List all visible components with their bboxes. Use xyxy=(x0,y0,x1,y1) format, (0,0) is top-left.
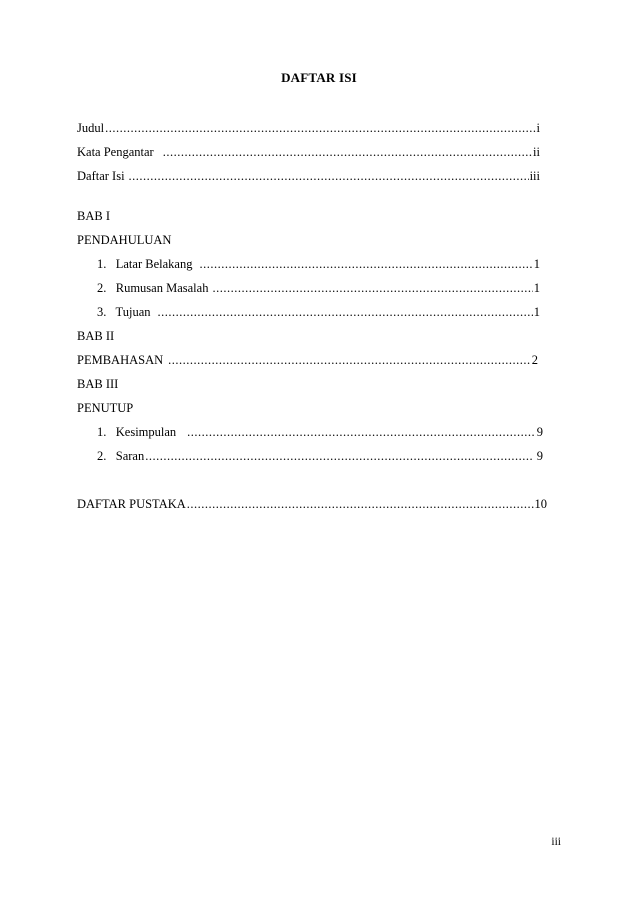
bab3-title: PENUTUP xyxy=(77,401,134,415)
toc-entry-tujuan xyxy=(97,304,540,320)
toc-entry-page: ii xyxy=(533,145,540,159)
toc-entry-label: 2. Saran xyxy=(97,449,145,463)
toc-entry-kesimpulan xyxy=(97,424,543,440)
page-number: iii xyxy=(551,836,561,848)
toc-entry-page: 9 xyxy=(536,425,543,439)
toc-leader-dots xyxy=(212,280,532,296)
toc-leader-dots xyxy=(168,352,531,368)
toc-entry-label: Kata Pengantar xyxy=(77,145,154,159)
bab1-title: PENDAHULUAN xyxy=(77,233,172,247)
toc-entry-daftar-isi xyxy=(77,168,540,184)
toc-leader-dots xyxy=(145,448,532,464)
toc-entry-page: 10 xyxy=(534,497,547,511)
toc-entry-page: 9 xyxy=(536,449,543,463)
toc-leader-dots xyxy=(163,144,532,160)
toc-entry-page: 1 xyxy=(533,281,540,295)
toc-entry-daftar-pustaka xyxy=(77,496,547,512)
toc-entry-kata-pengantar xyxy=(77,144,540,160)
toc-entry-label: 1. Kesimpulan xyxy=(97,425,177,439)
toc-entry-pembahasan xyxy=(77,352,538,368)
toc-entry-label: 1. Latar Belakang xyxy=(97,257,193,271)
toc-leader-dots xyxy=(129,168,529,184)
toc-leader-dots xyxy=(187,496,534,512)
toc-entry-label: DAFTAR PUSTAKA xyxy=(77,497,186,511)
toc-entry-latar-belakang xyxy=(97,256,540,272)
toc-leader-dots xyxy=(199,256,532,272)
toc-entry-page: 1 xyxy=(533,305,540,319)
toc-entry-page: iii xyxy=(529,169,540,183)
bab2-label: BAB II xyxy=(77,329,115,343)
toc-entry-label: Judul xyxy=(77,121,105,135)
toc-entry-rumusan-masalah xyxy=(97,280,540,296)
page-title: DAFTAR ISI xyxy=(281,70,357,85)
toc-entry-page: 2 xyxy=(531,353,538,367)
toc-leader-dots xyxy=(187,424,536,440)
toc-entry-page: 1 xyxy=(533,257,540,271)
bab1-label: BAB I xyxy=(77,209,110,223)
toc-entry-page: i xyxy=(536,121,540,135)
toc-entry-judul xyxy=(77,120,540,136)
toc-entry-label: 3. Tujuan xyxy=(97,305,151,319)
toc-entry-label: Daftar Isi xyxy=(77,169,125,183)
toc-entry-saran xyxy=(97,448,543,464)
toc-entry-label: 2. Rumusan Masalah xyxy=(97,281,209,295)
toc-entry-label: PEMBAHASAN xyxy=(77,353,164,367)
toc-leader-dots xyxy=(105,120,535,136)
toc-leader-dots xyxy=(158,304,533,320)
bab3-label: BAB III xyxy=(77,377,119,391)
